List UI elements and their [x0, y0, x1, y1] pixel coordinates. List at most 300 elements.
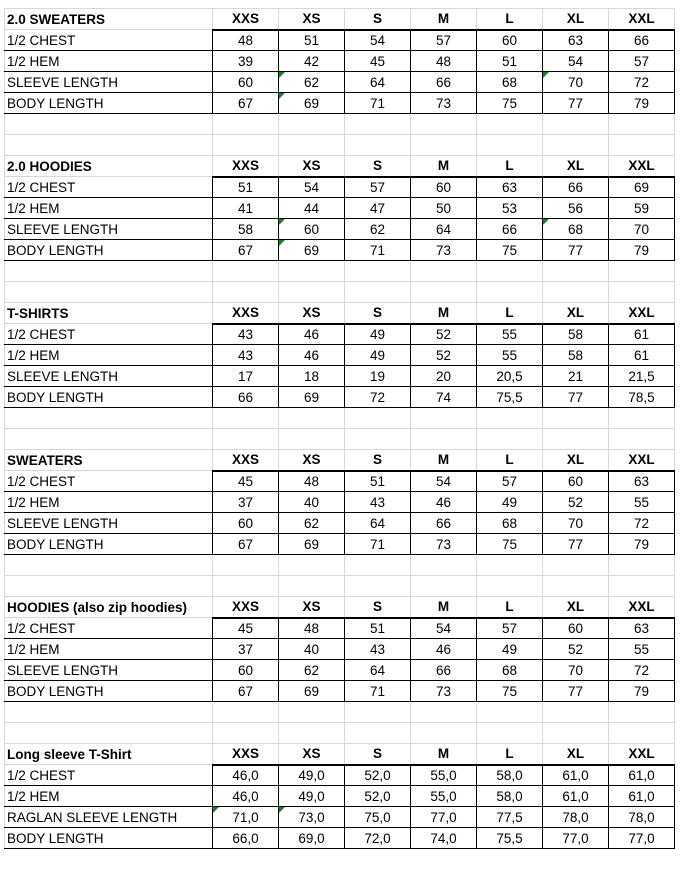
- measurement-label[interactable]: BODY LENGTH: [5, 828, 213, 849]
- measurement-value-cell[interactable]: 66: [411, 660, 477, 681]
- measurement-value-cell[interactable]: 53: [477, 198, 543, 219]
- measurement-value-cell[interactable]: 46,0: [213, 765, 279, 786]
- measurement-value-cell[interactable]: 52: [543, 639, 609, 660]
- empty-cell[interactable]: [345, 282, 411, 303]
- empty-cell[interactable]: [543, 702, 609, 723]
- measurement-value-cell[interactable]: 54: [345, 30, 411, 51]
- empty-cell[interactable]: [279, 114, 345, 135]
- empty-cell[interactable]: [345, 135, 411, 156]
- measurement-value-cell[interactable]: 57: [345, 177, 411, 198]
- measurement-value-cell[interactable]: 69: [279, 534, 345, 555]
- measurement-value-cell[interactable]: 46: [411, 639, 477, 660]
- measurement-value-cell[interactable]: 69: [279, 93, 345, 114]
- measurement-value-cell[interactable]: 61,0: [543, 765, 609, 786]
- measurement-value-cell[interactable]: 77: [543, 387, 609, 408]
- empty-cell[interactable]: [609, 282, 675, 303]
- empty-cell[interactable]: [477, 282, 543, 303]
- size-header-cell[interactable]: XL: [543, 597, 609, 618]
- measurement-value-cell[interactable]: 51: [477, 51, 543, 72]
- size-header-cell[interactable]: XXS: [213, 597, 279, 618]
- measurement-value-cell[interactable]: 52: [411, 324, 477, 345]
- size-header-cell[interactable]: L: [477, 156, 543, 177]
- measurement-value-cell[interactable]: 51: [279, 30, 345, 51]
- measurement-value-cell[interactable]: 66: [411, 513, 477, 534]
- measurement-value-cell[interactable]: 72: [345, 387, 411, 408]
- measurement-value-cell[interactable]: 71: [345, 681, 411, 702]
- empty-cell[interactable]: [543, 135, 609, 156]
- measurement-value-cell[interactable]: 62: [279, 660, 345, 681]
- measurement-value-cell[interactable]: 46: [279, 324, 345, 345]
- size-header-cell[interactable]: XL: [543, 156, 609, 177]
- measurement-value-cell[interactable]: 54: [411, 471, 477, 492]
- empty-cell[interactable]: [345, 429, 411, 450]
- empty-cell[interactable]: [5, 408, 213, 429]
- measurement-value-cell[interactable]: 67: [213, 681, 279, 702]
- measurement-value-cell[interactable]: 45: [213, 471, 279, 492]
- empty-cell[interactable]: [477, 576, 543, 597]
- empty-cell[interactable]: [279, 135, 345, 156]
- section-title[interactable]: HOODIES (also zip hoodies): [5, 597, 213, 618]
- section-title[interactable]: 2.0 HOODIES: [5, 156, 213, 177]
- size-header-cell[interactable]: XXL: [609, 9, 675, 30]
- measurement-value-cell[interactable]: 55: [477, 324, 543, 345]
- measurement-value-cell[interactable]: 61,0: [609, 765, 675, 786]
- measurement-value-cell[interactable]: 52: [411, 345, 477, 366]
- error-indicator-icon[interactable]: [279, 240, 285, 246]
- measurement-label[interactable]: 1/2 CHEST: [5, 618, 213, 639]
- empty-cell[interactable]: [477, 429, 543, 450]
- empty-cell[interactable]: [609, 723, 675, 744]
- empty-cell[interactable]: [411, 555, 477, 576]
- measurement-value-cell[interactable]: 70: [543, 72, 609, 93]
- error-indicator-icon[interactable]: [279, 219, 285, 225]
- measurement-value-cell[interactable]: 58: [213, 219, 279, 240]
- error-indicator-icon[interactable]: [279, 72, 285, 78]
- size-header-cell[interactable]: XL: [543, 9, 609, 30]
- measurement-value-cell[interactable]: 64: [411, 219, 477, 240]
- measurement-value-cell[interactable]: 61,0: [543, 786, 609, 807]
- size-header-cell[interactable]: XXS: [213, 744, 279, 765]
- measurement-value-cell[interactable]: 73: [411, 93, 477, 114]
- measurement-value-cell[interactable]: 69: [279, 387, 345, 408]
- measurement-label[interactable]: BODY LENGTH: [5, 93, 213, 114]
- measurement-value-cell[interactable]: 75,0: [345, 807, 411, 828]
- size-header-cell[interactable]: XS: [279, 303, 345, 324]
- measurement-label[interactable]: 1/2 HEM: [5, 51, 213, 72]
- size-header-cell[interactable]: XXL: [609, 450, 675, 471]
- empty-cell[interactable]: [609, 135, 675, 156]
- empty-cell[interactable]: [543, 576, 609, 597]
- error-indicator-icon[interactable]: [279, 807, 285, 813]
- measurement-value-cell[interactable]: 19: [345, 366, 411, 387]
- measurement-value-cell[interactable]: 58: [543, 345, 609, 366]
- measurement-value-cell[interactable]: 60: [213, 660, 279, 681]
- measurement-value-cell[interactable]: 71,0: [213, 807, 279, 828]
- measurement-value-cell[interactable]: 46: [411, 492, 477, 513]
- measurement-value-cell[interactable]: 79: [609, 240, 675, 261]
- size-header-cell[interactable]: L: [477, 597, 543, 618]
- empty-cell[interactable]: [609, 576, 675, 597]
- size-header-cell[interactable]: XXL: [609, 156, 675, 177]
- measurement-value-cell[interactable]: 52,0: [345, 786, 411, 807]
- size-header-cell[interactable]: XL: [543, 450, 609, 471]
- measurement-value-cell[interactable]: 62: [345, 219, 411, 240]
- measurement-label[interactable]: SLEEVE LENGTH: [5, 660, 213, 681]
- measurement-label[interactable]: 1/2 HEM: [5, 198, 213, 219]
- measurement-value-cell[interactable]: 77: [543, 240, 609, 261]
- empty-cell[interactable]: [213, 114, 279, 135]
- size-header-cell[interactable]: M: [411, 450, 477, 471]
- empty-cell[interactable]: [279, 723, 345, 744]
- empty-cell[interactable]: [279, 555, 345, 576]
- empty-cell[interactable]: [279, 408, 345, 429]
- empty-cell[interactable]: [5, 135, 213, 156]
- empty-cell[interactable]: [213, 282, 279, 303]
- measurement-value-cell[interactable]: 50: [411, 198, 477, 219]
- empty-cell[interactable]: [213, 261, 279, 282]
- empty-cell[interactable]: [5, 576, 213, 597]
- empty-cell[interactable]: [543, 555, 609, 576]
- measurement-value-cell[interactable]: 66,0: [213, 828, 279, 849]
- measurement-value-cell[interactable]: 60: [411, 177, 477, 198]
- empty-cell[interactable]: [477, 408, 543, 429]
- measurement-value-cell[interactable]: 46,0: [213, 786, 279, 807]
- measurement-value-cell[interactable]: 17: [213, 366, 279, 387]
- empty-cell[interactable]: [609, 702, 675, 723]
- empty-cell[interactable]: [609, 429, 675, 450]
- empty-cell[interactable]: [345, 723, 411, 744]
- empty-cell[interactable]: [543, 408, 609, 429]
- measurement-value-cell[interactable]: 73: [411, 240, 477, 261]
- empty-cell[interactable]: [477, 702, 543, 723]
- empty-cell[interactable]: [345, 555, 411, 576]
- empty-cell[interactable]: [543, 114, 609, 135]
- measurement-value-cell[interactable]: 75: [477, 681, 543, 702]
- measurement-value-cell[interactable]: 67: [213, 240, 279, 261]
- measurement-label[interactable]: 1/2 CHEST: [5, 324, 213, 345]
- section-title[interactable]: Long sleeve T-Shirt: [5, 744, 213, 765]
- size-header-cell[interactable]: XXL: [609, 744, 675, 765]
- measurement-value-cell[interactable]: 78,5: [609, 387, 675, 408]
- measurement-value-cell[interactable]: 74,0: [411, 828, 477, 849]
- section-title[interactable]: SWEATERS: [5, 450, 213, 471]
- measurement-value-cell[interactable]: 63: [477, 177, 543, 198]
- empty-cell[interactable]: [411, 429, 477, 450]
- measurement-value-cell[interactable]: 49,0: [279, 786, 345, 807]
- size-header-cell[interactable]: L: [477, 303, 543, 324]
- measurement-value-cell[interactable]: 51: [213, 177, 279, 198]
- measurement-value-cell[interactable]: 51: [345, 618, 411, 639]
- empty-cell[interactable]: [477, 723, 543, 744]
- measurement-label[interactable]: 1/2 HEM: [5, 786, 213, 807]
- size-header-cell[interactable]: XXS: [213, 303, 279, 324]
- measurement-value-cell[interactable]: 18: [279, 366, 345, 387]
- empty-cell[interactable]: [279, 429, 345, 450]
- size-header-cell[interactable]: XXS: [213, 450, 279, 471]
- measurement-value-cell[interactable]: 55: [609, 639, 675, 660]
- measurement-value-cell[interactable]: 75,5: [477, 387, 543, 408]
- size-header-cell[interactable]: XS: [279, 156, 345, 177]
- empty-cell[interactable]: [411, 282, 477, 303]
- measurement-value-cell[interactable]: 47: [345, 198, 411, 219]
- measurement-value-cell[interactable]: 77: [543, 93, 609, 114]
- measurement-value-cell[interactable]: 68: [543, 219, 609, 240]
- size-header-cell[interactable]: XS: [279, 597, 345, 618]
- measurement-value-cell[interactable]: 77,0: [411, 807, 477, 828]
- empty-cell[interactable]: [609, 408, 675, 429]
- measurement-value-cell[interactable]: 49: [345, 324, 411, 345]
- measurement-value-cell[interactable]: 39: [213, 51, 279, 72]
- empty-cell[interactable]: [213, 555, 279, 576]
- empty-cell[interactable]: [213, 723, 279, 744]
- measurement-value-cell[interactable]: 60: [279, 219, 345, 240]
- measurement-value-cell[interactable]: 45: [345, 51, 411, 72]
- measurement-value-cell[interactable]: 67: [213, 93, 279, 114]
- measurement-value-cell[interactable]: 52: [543, 492, 609, 513]
- measurement-value-cell[interactable]: 69: [609, 177, 675, 198]
- measurement-value-cell[interactable]: 79: [609, 534, 675, 555]
- measurement-value-cell[interactable]: 68: [477, 660, 543, 681]
- measurement-value-cell[interactable]: 57: [477, 471, 543, 492]
- size-header-cell[interactable]: M: [411, 9, 477, 30]
- measurement-value-cell[interactable]: 58: [543, 324, 609, 345]
- measurement-value-cell[interactable]: 61: [609, 345, 675, 366]
- measurement-value-cell[interactable]: 75: [477, 534, 543, 555]
- measurement-value-cell[interactable]: 70: [543, 513, 609, 534]
- empty-cell[interactable]: [5, 702, 213, 723]
- size-header-cell[interactable]: XXL: [609, 597, 675, 618]
- empty-cell[interactable]: [345, 702, 411, 723]
- measurement-value-cell[interactable]: 61: [609, 324, 675, 345]
- measurement-value-cell[interactable]: 55: [609, 492, 675, 513]
- measurement-value-cell[interactable]: 49: [345, 345, 411, 366]
- size-header-cell[interactable]: S: [345, 9, 411, 30]
- measurement-value-cell[interactable]: 58,0: [477, 765, 543, 786]
- size-header-cell[interactable]: M: [411, 303, 477, 324]
- measurement-value-cell[interactable]: 58,0: [477, 786, 543, 807]
- measurement-value-cell[interactable]: 55,0: [411, 765, 477, 786]
- measurement-value-cell[interactable]: 48: [411, 51, 477, 72]
- measurement-value-cell[interactable]: 46: [279, 345, 345, 366]
- measurement-value-cell[interactable]: 73,0: [279, 807, 345, 828]
- measurement-value-cell[interactable]: 55,0: [411, 786, 477, 807]
- error-indicator-icon[interactable]: [279, 93, 285, 99]
- measurement-value-cell[interactable]: 74: [411, 387, 477, 408]
- measurement-value-cell[interactable]: 49: [477, 492, 543, 513]
- size-header-cell[interactable]: S: [345, 744, 411, 765]
- measurement-value-cell[interactable]: 62: [279, 513, 345, 534]
- measurement-value-cell[interactable]: 77: [543, 534, 609, 555]
- measurement-value-cell[interactable]: 21: [543, 366, 609, 387]
- measurement-value-cell[interactable]: 43: [213, 324, 279, 345]
- empty-cell[interactable]: [411, 408, 477, 429]
- measurement-value-cell[interactable]: 72,0: [345, 828, 411, 849]
- measurement-value-cell[interactable]: 70: [609, 219, 675, 240]
- measurement-value-cell[interactable]: 72: [609, 72, 675, 93]
- empty-cell[interactable]: [609, 114, 675, 135]
- measurement-label[interactable]: BODY LENGTH: [5, 681, 213, 702]
- measurement-value-cell[interactable]: 71: [345, 240, 411, 261]
- size-header-cell[interactable]: L: [477, 450, 543, 471]
- measurement-value-cell[interactable]: 57: [411, 30, 477, 51]
- measurement-value-cell[interactable]: 69: [279, 240, 345, 261]
- measurement-value-cell[interactable]: 54: [543, 51, 609, 72]
- measurement-label[interactable]: RAGLAN SLEEVE LENGTH: [5, 807, 213, 828]
- measurement-value-cell[interactable]: 44: [279, 198, 345, 219]
- size-header-cell[interactable]: S: [345, 303, 411, 324]
- measurement-value-cell[interactable]: 79: [609, 93, 675, 114]
- measurement-value-cell[interactable]: 20: [411, 366, 477, 387]
- empty-cell[interactable]: [279, 261, 345, 282]
- measurement-value-cell[interactable]: 49,0: [279, 765, 345, 786]
- size-header-cell[interactable]: S: [345, 156, 411, 177]
- measurement-value-cell[interactable]: 66: [477, 219, 543, 240]
- measurement-value-cell[interactable]: 77,0: [609, 828, 675, 849]
- measurement-value-cell[interactable]: 63: [609, 618, 675, 639]
- empty-cell[interactable]: [5, 723, 213, 744]
- measurement-label[interactable]: 1/2 CHEST: [5, 471, 213, 492]
- measurement-value-cell[interactable]: 78,0: [543, 807, 609, 828]
- measurement-value-cell[interactable]: 66: [609, 30, 675, 51]
- measurement-value-cell[interactable]: 57: [609, 51, 675, 72]
- measurement-value-cell[interactable]: 63: [543, 30, 609, 51]
- measurement-value-cell[interactable]: 52,0: [345, 765, 411, 786]
- size-header-cell[interactable]: XXS: [213, 9, 279, 30]
- measurement-value-cell[interactable]: 48: [213, 30, 279, 51]
- measurement-value-cell[interactable]: 64: [345, 513, 411, 534]
- empty-cell[interactable]: [609, 261, 675, 282]
- measurement-value-cell[interactable]: 69: [279, 681, 345, 702]
- empty-cell[interactable]: [411, 702, 477, 723]
- measurement-value-cell[interactable]: 55: [477, 345, 543, 366]
- measurement-label[interactable]: SLEEVE LENGTH: [5, 513, 213, 534]
- empty-cell[interactable]: [411, 723, 477, 744]
- measurement-value-cell[interactable]: 37: [213, 639, 279, 660]
- empty-cell[interactable]: [411, 114, 477, 135]
- empty-cell[interactable]: [543, 261, 609, 282]
- measurement-value-cell[interactable]: 20,5: [477, 366, 543, 387]
- measurement-value-cell[interactable]: 72: [609, 660, 675, 681]
- measurement-value-cell[interactable]: 48: [279, 618, 345, 639]
- measurement-value-cell[interactable]: 69,0: [279, 828, 345, 849]
- measurement-value-cell[interactable]: 70: [543, 660, 609, 681]
- empty-cell[interactable]: [543, 429, 609, 450]
- measurement-value-cell[interactable]: 49: [477, 639, 543, 660]
- measurement-value-cell[interactable]: 37: [213, 492, 279, 513]
- measurement-value-cell[interactable]: 40: [279, 492, 345, 513]
- empty-cell[interactable]: [411, 135, 477, 156]
- measurement-value-cell[interactable]: 64: [345, 660, 411, 681]
- size-header-cell[interactable]: XL: [543, 744, 609, 765]
- size-header-cell[interactable]: L: [477, 744, 543, 765]
- measurement-label[interactable]: 1/2 CHEST: [5, 30, 213, 51]
- empty-cell[interactable]: [477, 261, 543, 282]
- measurement-value-cell[interactable]: 75,5: [477, 828, 543, 849]
- measurement-value-cell[interactable]: 77: [543, 681, 609, 702]
- empty-cell[interactable]: [279, 282, 345, 303]
- measurement-value-cell[interactable]: 66: [543, 177, 609, 198]
- measurement-value-cell[interactable]: 64: [345, 72, 411, 93]
- measurement-value-cell[interactable]: 41: [213, 198, 279, 219]
- measurement-value-cell[interactable]: 54: [279, 177, 345, 198]
- empty-cell[interactable]: [345, 576, 411, 597]
- empty-cell[interactable]: [213, 702, 279, 723]
- measurement-value-cell[interactable]: 68: [477, 513, 543, 534]
- measurement-value-cell[interactable]: 60: [213, 72, 279, 93]
- empty-cell[interactable]: [411, 576, 477, 597]
- empty-cell[interactable]: [345, 261, 411, 282]
- measurement-value-cell[interactable]: 79: [609, 681, 675, 702]
- measurement-value-cell[interactable]: 43: [345, 492, 411, 513]
- empty-cell[interactable]: [5, 114, 213, 135]
- empty-cell[interactable]: [543, 282, 609, 303]
- measurement-label[interactable]: BODY LENGTH: [5, 387, 213, 408]
- measurement-value-cell[interactable]: 77,5: [477, 807, 543, 828]
- size-header-cell[interactable]: XS: [279, 9, 345, 30]
- empty-cell[interactable]: [5, 429, 213, 450]
- measurement-value-cell[interactable]: 62: [279, 72, 345, 93]
- measurement-value-cell[interactable]: 71: [345, 93, 411, 114]
- measurement-value-cell[interactable]: 60: [477, 30, 543, 51]
- size-header-cell[interactable]: XXS: [213, 156, 279, 177]
- error-indicator-icon[interactable]: [543, 72, 549, 78]
- empty-cell[interactable]: [345, 114, 411, 135]
- measurement-value-cell[interactable]: 75: [477, 93, 543, 114]
- size-header-cell[interactable]: M: [411, 597, 477, 618]
- measurement-value-cell[interactable]: 63: [609, 471, 675, 492]
- empty-cell[interactable]: [477, 555, 543, 576]
- section-title[interactable]: 2.0 SWEATERS: [5, 9, 213, 30]
- measurement-value-cell[interactable]: 78,0: [609, 807, 675, 828]
- measurement-value-cell[interactable]: 66: [411, 72, 477, 93]
- measurement-value-cell[interactable]: 42: [279, 51, 345, 72]
- measurement-label[interactable]: SLEEVE LENGTH: [5, 366, 213, 387]
- measurement-label[interactable]: 1/2 HEM: [5, 492, 213, 513]
- measurement-value-cell[interactable]: 43: [213, 345, 279, 366]
- empty-cell[interactable]: [5, 261, 213, 282]
- measurement-value-cell[interactable]: 72: [609, 513, 675, 534]
- section-title[interactable]: T-SHIRTS: [5, 303, 213, 324]
- error-indicator-icon[interactable]: [213, 807, 219, 813]
- measurement-value-cell[interactable]: 21,5: [609, 366, 675, 387]
- measurement-value-cell[interactable]: 60: [543, 618, 609, 639]
- empty-cell[interactable]: [477, 114, 543, 135]
- measurement-label[interactable]: SLEEVE LENGTH: [5, 219, 213, 240]
- empty-cell[interactable]: [5, 282, 213, 303]
- measurement-label[interactable]: 1/2 HEM: [5, 345, 213, 366]
- measurement-value-cell[interactable]: 77,0: [543, 828, 609, 849]
- measurement-value-cell[interactable]: 68: [477, 72, 543, 93]
- measurement-value-cell[interactable]: 56: [543, 198, 609, 219]
- measurement-value-cell[interactable]: 61,0: [609, 786, 675, 807]
- size-header-cell[interactable]: XS: [279, 744, 345, 765]
- size-header-cell[interactable]: M: [411, 744, 477, 765]
- measurement-value-cell[interactable]: 71: [345, 534, 411, 555]
- measurement-label[interactable]: 1/2 CHEST: [5, 765, 213, 786]
- size-header-cell[interactable]: XS: [279, 450, 345, 471]
- measurement-value-cell[interactable]: 54: [411, 618, 477, 639]
- size-header-cell[interactable]: XL: [543, 303, 609, 324]
- measurement-value-cell[interactable]: 67: [213, 534, 279, 555]
- measurement-value-cell[interactable]: 60: [213, 513, 279, 534]
- measurement-label[interactable]: 1/2 HEM: [5, 639, 213, 660]
- size-header-cell[interactable]: XXL: [609, 303, 675, 324]
- size-header-cell[interactable]: M: [411, 156, 477, 177]
- empty-cell[interactable]: [345, 408, 411, 429]
- measurement-label[interactable]: 1/2 CHEST: [5, 177, 213, 198]
- empty-cell[interactable]: [213, 408, 279, 429]
- empty-cell[interactable]: [477, 135, 543, 156]
